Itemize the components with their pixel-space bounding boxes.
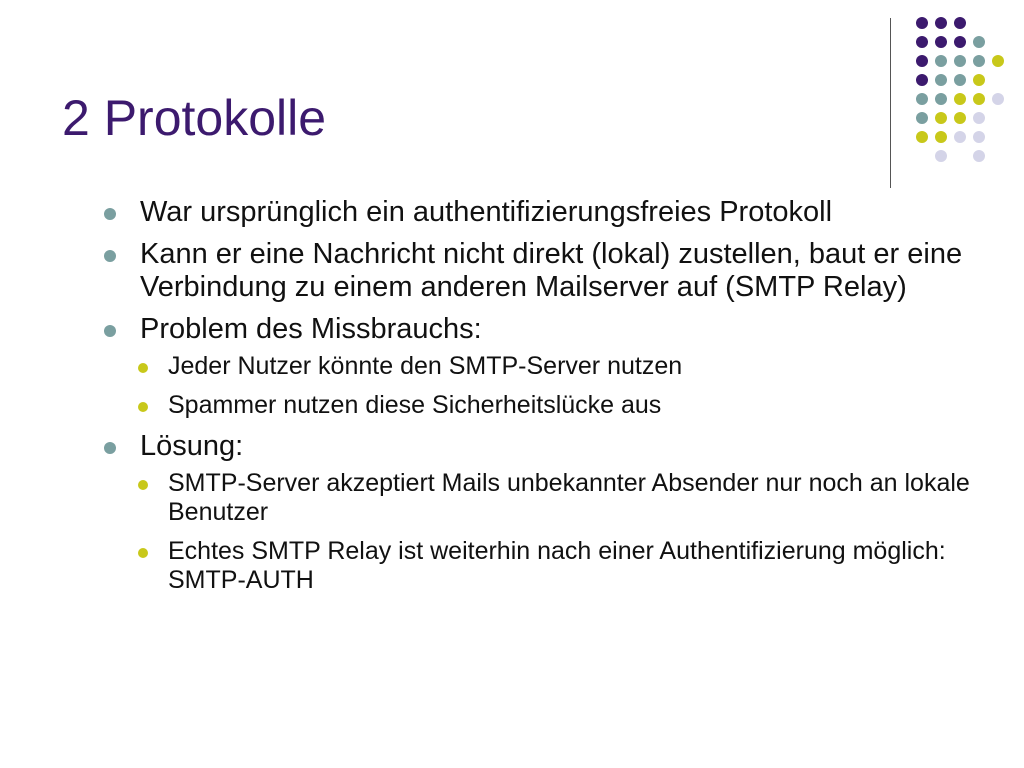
bullet-text: War ursprünglich ein authentifizierungsfreies Protokoll [140, 196, 833, 228]
dot [973, 36, 985, 48]
dot [935, 36, 947, 48]
bullet-text: Lösung: [140, 430, 244, 462]
bullet-list [100, 196, 970, 595]
dot [973, 74, 985, 86]
dot [954, 55, 966, 67]
bullet-dot-icon [104, 442, 116, 454]
slide-title: 2 Protokolle [62, 90, 327, 146]
list-item [100, 430, 970, 595]
sub-bullet-list [140, 469, 970, 595]
dot [935, 17, 947, 29]
sub-bullet-text: Echtes SMTP Relay ist weiterhin nach einer Authentifizierung möglich: SMTP-AUTH [168, 537, 946, 594]
sub-list-item [134, 391, 970, 420]
dot [916, 17, 928, 29]
sub-bullet-text: Jeder Nutzer könnte den SMTP-Server nutzen [168, 352, 683, 380]
sub-bullet-list [140, 352, 970, 420]
bullet-dot-icon [104, 250, 116, 262]
bullet-dot-icon [104, 325, 116, 337]
sub-bullet-text: Spammer nutzen diese Sicherheitslücke aus [168, 391, 662, 419]
sub-list-item [134, 537, 970, 595]
sub-bullet-dot-icon [138, 480, 148, 490]
dot [916, 93, 928, 105]
slide-content [100, 196, 970, 605]
sub-list-item [134, 352, 970, 381]
dot [954, 36, 966, 48]
dot [954, 93, 966, 105]
dot [954, 131, 966, 143]
sub-bullet-dot-icon [138, 402, 148, 412]
dot [992, 55, 1004, 67]
dot [992, 93, 1004, 105]
dot [954, 74, 966, 86]
list-item [100, 238, 970, 304]
list-item [100, 313, 970, 420]
decorative-dot-grid [900, 10, 1010, 170]
dot [935, 74, 947, 86]
sub-bullet-dot-icon [138, 363, 148, 373]
dot [935, 150, 947, 162]
dot [935, 131, 947, 143]
bullet-text: Problem des Missbrauchs: [140, 313, 482, 345]
dot [935, 55, 947, 67]
dot [935, 112, 947, 124]
bullet-dot-icon [104, 208, 116, 220]
dot [935, 93, 947, 105]
sub-list-item [134, 469, 970, 527]
dot [973, 93, 985, 105]
dot [973, 112, 985, 124]
dot [954, 112, 966, 124]
dot [954, 17, 966, 29]
sub-bullet-text: SMTP-Server akzeptiert Mails unbekannter Absender nur noch an lokale Benutzer [168, 469, 970, 526]
sub-bullet-dot-icon [138, 548, 148, 558]
bullet-text: Kann er eine Nachricht nicht direkt (lokal) zustellen, baut er eine Verbindung zu einem anderen Mailserver auf (SMTP Relay) [140, 238, 963, 303]
dot [916, 112, 928, 124]
dot [916, 131, 928, 143]
dot [916, 74, 928, 86]
dot [916, 55, 928, 67]
dot [973, 55, 985, 67]
list-item [100, 196, 970, 229]
dot [916, 36, 928, 48]
dot [973, 131, 985, 143]
dot [973, 150, 985, 162]
title-divider-line [890, 18, 891, 188]
